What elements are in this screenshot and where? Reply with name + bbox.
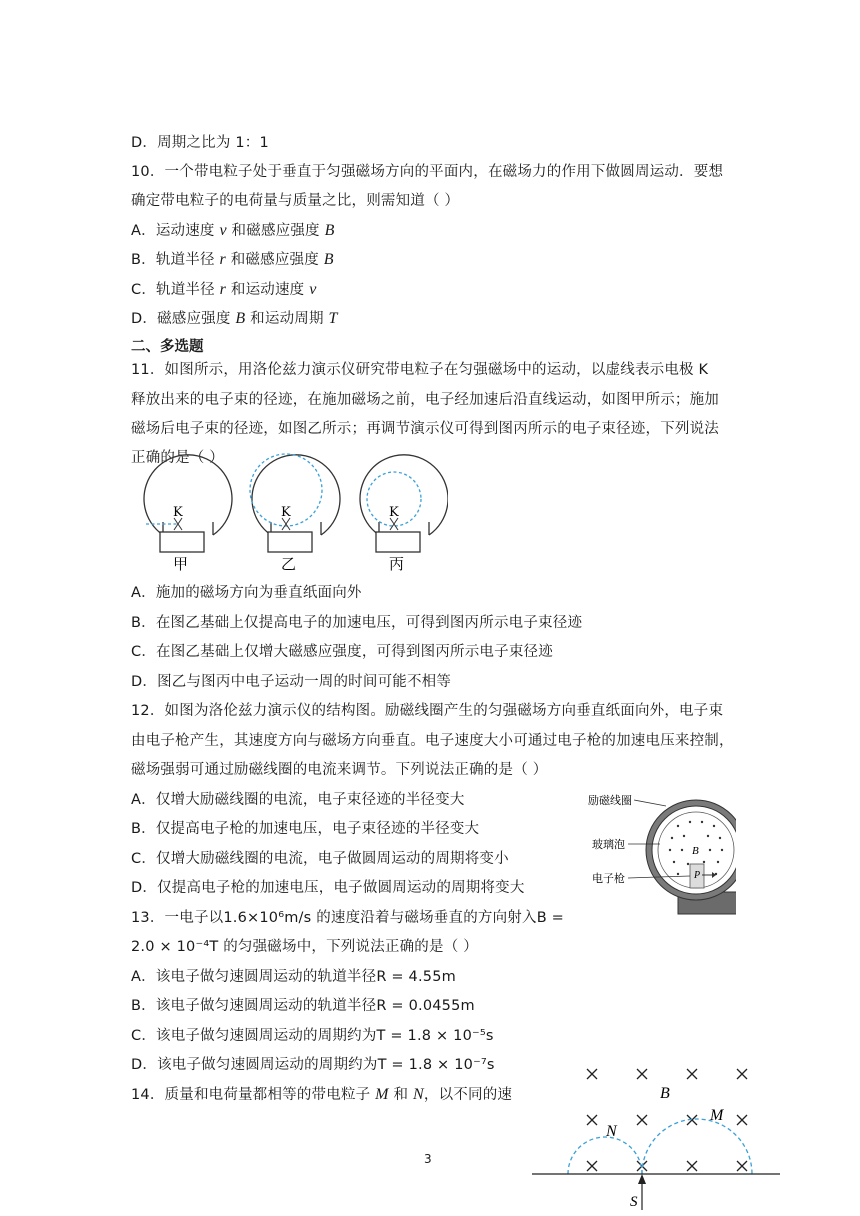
q12-option-d: D．仅提高电子枪的加速电压，电子做圆周运动的周期将变大 — [131, 880, 525, 896]
fig-k-label-yi: K — [281, 505, 291, 520]
field-b-label: B — [660, 1085, 670, 1102]
bulb-label: 玻璃泡 — [592, 838, 625, 851]
q11-stem-line3: 磁场后电子束的径迹，如图乙所示；再调节演示仪可得到图丙所示的电子束径迹，下列说法 — [131, 421, 719, 437]
q12-stem-line1: 12．如图为洛伦兹力演示仪的结构图。励磁线圈产生的匀强磁场方向垂直纸面向外，电子束 — [131, 703, 724, 719]
q11-option-d: D．图乙与图丙中电子运动一周的时间可能不相等 — [131, 674, 452, 690]
q10-option-c: C．轨道半径 r 和运动速度 v — [131, 281, 317, 298]
q12-option-c: C．仅增大励磁线圈的电流，电子做圆周运动的周期将变小 — [131, 851, 509, 867]
entry-point-s-label: S — [630, 1194, 638, 1210]
q12-option-a: A．仅增大励磁线圈的电流，电子束径迹的半径变大 — [131, 792, 465, 808]
figure-jia — [144, 455, 232, 573]
q12-option-b: B．仅提高电子枪的加速电压，电子束径迹的半径变大 — [131, 821, 480, 837]
q11-stem-line4: 正确的是（ ） — [131, 450, 225, 466]
q12-stem-line3: 磁场强弱可通过励磁线圈的电流来调节。下列说法正确的是（ ） — [131, 762, 548, 778]
q11-option-b: B．在图乙基础上仅提高电子的加速电压，可得到图丙所示电子束径迹 — [131, 615, 583, 631]
q10-option-b: B．轨道半径 r 和磁感应强度 B — [131, 251, 334, 268]
gun-p-label: P — [694, 870, 701, 881]
q11-stem-line2: 释放出来的电子束的径迹，在施加磁场之前，电子经加速后沿直线运动，如图甲所示；施加 — [131, 392, 719, 408]
page-number: 3 — [424, 1152, 432, 1166]
q11-figures — [128, 450, 448, 578]
q13-stem-line2: 2.0 × 10⁻⁴T 的匀强磁场中，下列说法正确的是（ ） — [131, 939, 478, 955]
q12-stem-line2: 由电子枪产生，其速度方向与磁场方向垂直。电子速度大小可通过电子枪的加速电压来控制， — [131, 733, 734, 749]
q14-magnetic-field-figure — [532, 1060, 780, 1216]
q10-stem-line2: 确定带电粒子的电荷量与质量之比，则需知道（ ） — [131, 193, 460, 209]
q14-stem-line1: 14．质量和电荷量都相等的带电粒子 M 和 N，以不同的速 — [131, 1086, 513, 1103]
coil-label: 励磁线圈 — [588, 794, 632, 807]
q11-option-a: A．施加的磁场方向为垂直纸面向外 — [131, 585, 362, 601]
q10-stem-line1: 10．一个带电粒子处于垂直于匀强磁场方向的平面内，在磁场力的作用下做圆周运动．要想 — [131, 164, 724, 180]
field-b-label: B — [692, 845, 699, 857]
q12-lorentz-apparatus-figure — [586, 792, 736, 916]
fig-label-jia: 甲 — [173, 555, 189, 573]
gun-label: 电子枪 — [592, 872, 625, 885]
fig-k-label-jia: K — [173, 505, 183, 520]
q11-option-c: C．在图乙基础上仅增大磁感应强度，可得到图丙所示电子束径迹 — [131, 644, 553, 660]
q13-option-a: A．该电子做匀速圆周运动的轨道半径R = 4.55m — [131, 969, 456, 985]
figure-bing — [360, 455, 448, 573]
trajectory-m — [642, 1119, 752, 1174]
q13-option-c: C．该电子做匀速圆周运动的周期约为T = 1.8 × 10⁻⁵s — [131, 1028, 494, 1044]
q10-option-a: A．运动速度 v 和磁感应强度 B — [131, 222, 335, 239]
q13-option-b: B．该电子做匀速圆周运动的轨道半径R = 0.0455m — [131, 998, 475, 1014]
trajectory-n — [568, 1137, 642, 1174]
section-title-multi-choice: 二、多选题 — [131, 339, 204, 355]
q10-option-d: D．磁感应强度 B 和运动周期 T — [131, 310, 338, 327]
q13-option-d: D．该电子做匀速圆周运动的周期约为T = 1.8 × 10⁻⁷s — [131, 1057, 495, 1073]
particle-m-label: M — [710, 1107, 724, 1124]
q13-stem-line1: 13．一电子以1.6×10⁶m/s 的速度沿着与磁场垂直的方向射入B = — [131, 910, 565, 926]
q11-stem-line1: 11．如图所示，用洛伦兹力演示仪研究带电粒子在匀强磁场中的运动，以虚线表示电极 K — [131, 362, 709, 378]
fig-k-label-bing: K — [389, 505, 399, 520]
q9-option-d: D．周期之比为 1：1 — [131, 135, 269, 151]
fig-label-bing: 丙 — [389, 555, 405, 573]
figure-yi — [250, 454, 340, 573]
fig-label-yi: 乙 — [281, 555, 297, 573]
particle-n-label: N — [606, 1123, 617, 1140]
